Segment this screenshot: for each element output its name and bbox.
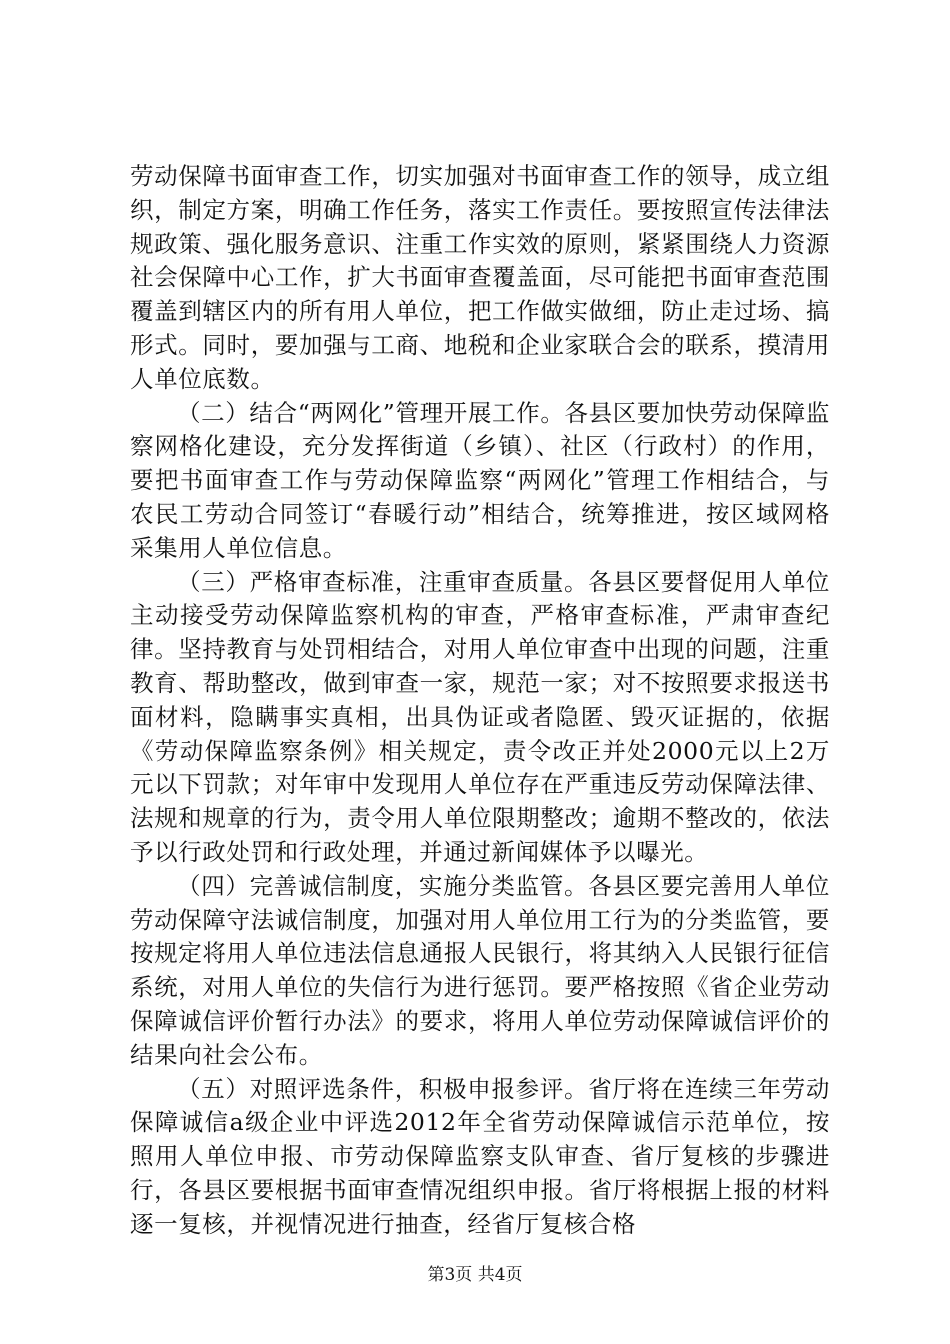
paragraph-section-4: （四）完善诚信制度，实施分类监管。各县区要完善用人单位劳动保障守法诚信制度，加强对用人单位用工行为的分类监管，要按规定将用人单位违法信息通报人民银行，将其纳入人民银行征信系统，对用人单位的失信行为进行惩罚。要严格按照《省企业劳动保障诚信评价暂行办法》的要求，将用人单位劳动保障诚信评价的结果向社会公布。: [130, 871, 830, 1069]
paragraph-section-3: （三）严格审查标准，注重审查质量。各县区要督促用人单位主动接受劳动保障监察机构的审查，严格审查标准，严肃审查纪律。坚持教育与处罚相结合，对用人单位审查中出现的问题，注重教育、帮助整改，做到审查一家，规范一家；对不按照要求报送书面材料，隐瞒事实真相，出具伪证或者隐匿、毁灭证据的，依据《劳动保障监察条例》相关规定，责令改正并处2000元以上2万元以下罚款；对年审中发现用人单位存在严重违反劳动保障法律、法规和规章的行为，责令用人单位限期整改；逾期不整改的，依法予以行政处罚和行政处理，并通过新闻媒体予以曝光。: [130, 567, 830, 866]
paragraph-section-5: （五）对照评选条件，积极申报参评。省厅将在连续三年劳动保障诚信a级企业中评选2012年全省劳动保障诚信示范单位，按照用人单位申报、市劳动保障监察支队审查、省厅复核的步骤进行，各县区要根据书面审查情况组织申报。省厅将根据上报的材料逐一复核，并视情况进行抽查，经省厅复核合格: [130, 1074, 830, 1238]
page-footer: 第3页 共4页: [427, 1265, 523, 1285]
paragraph-continuation: 劳动保障书面审查工作，切实加强对书面审查工作的领导，成立组织，制定方案，明确工作任务，落实工作责任。要按照宣传法律法规政策、强化服务意识、注重工作实效的原则，紧紧围绕人力资源社会保障中心工作，扩大书面审查覆盖面，尽可能把书面审查范围覆盖到辖区内的所有用人单位，把工作做实做细，防止走过场、搞形式。同时，要加强与工商、地税和企业家联合会的联系，摸清用人单位底数。: [130, 162, 830, 393]
document-body: [130, 160, 830, 1242]
paragraph-section-2: （二）结合“两网化”管理开展工作。各县区要加快劳动保障监察网格化建设，充分发挥街道（乡镇）、社区（行政村）的作用，要把书面审查工作与劳动保障监察“两网化”管理工作相结合，与农民工劳动合同签订“春暖行动”相结合，统筹推进，按区域网格采集用人单位信息。: [130, 398, 830, 562]
